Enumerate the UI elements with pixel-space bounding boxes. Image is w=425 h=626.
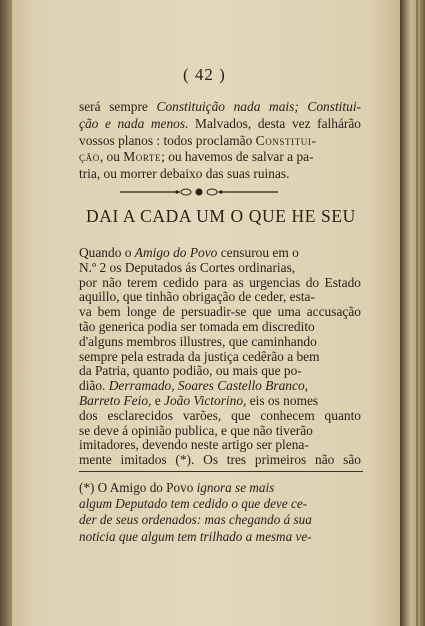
text-run: da Patria, quanto podião, ou mais que po-	[79, 363, 302, 379]
text-run: , ou	[99, 149, 124, 165]
body-line	[79, 409, 361, 422]
text-run: e	[151, 393, 165, 408]
text-run: mas chegando á sua	[204, 512, 312, 528]
text-run: por não terem cedido para as urgencias do Estado	[79, 274, 361, 290]
text-run: Quando o	[79, 245, 135, 260]
body-line	[79, 438, 309, 451]
top-line	[79, 167, 289, 180]
body-line	[79, 320, 315, 333]
text-run: João Victorino,	[164, 393, 247, 408]
text-run: N.º 2 os Deputados ás Cortes ordinarias,	[79, 259, 296, 275]
footnote-line	[79, 497, 307, 510]
binding-right-edge	[400, 0, 425, 626]
body-line	[79, 350, 320, 363]
text-run: eis os nomes	[246, 393, 319, 408]
text-run: mente imitados (*). Os tres primeiros não são	[79, 452, 361, 468]
text-run: ção	[79, 149, 100, 165]
text-run: va bem longe de persuadir-se que uma accusação	[79, 304, 361, 320]
footnote-rule	[79, 471, 363, 472]
body-line	[79, 335, 317, 348]
text-run: Constitui-	[255, 132, 317, 148]
body-line	[79, 453, 361, 466]
text-run: ; ou havemos de salvar a pa-	[161, 149, 314, 165]
text-run: tão generica podia ser tomada em discredito	[79, 319, 315, 334]
text-run: d'alguns membros illustres, que caminhando	[79, 333, 317, 349]
text-run: noticia que algum tem trilhado a mesma ve-	[79, 528, 312, 544]
text-run: dião.	[79, 378, 109, 394]
text-run: Morte	[123, 149, 162, 165]
text-run: será sempre	[79, 99, 157, 114]
top-line	[79, 134, 317, 147]
top-line	[79, 100, 361, 113]
body-line	[79, 261, 295, 274]
text-run: Amigo do Povo	[134, 245, 218, 260]
page-number: ( 42 )	[183, 65, 226, 84]
binding-left-edge	[0, 0, 12, 626]
body-line	[79, 305, 361, 318]
text-run: Barreto Feio,	[79, 393, 152, 408]
text-run: dos esclarecidos varões, que conhecem quanto	[79, 407, 361, 423]
text-run: aquillo, que tinhão obrigação de ceder, esta-	[79, 289, 315, 305]
text-run: sempre pela estrada da justiça cedêrão a bem	[79, 348, 320, 364]
body-line	[79, 290, 315, 303]
text-run: Constituição nada mais; Constitui-	[156, 99, 361, 114]
text-run: imitadores, devendo neste artigo ser plena-	[79, 437, 309, 453]
body-line	[79, 276, 361, 289]
text-run: algum Deputado tem cedido o que deve ce-	[79, 496, 308, 512]
body-line	[79, 364, 302, 377]
text-run: se deve á opinião publica, e que não tiverão	[79, 422, 313, 438]
top-line	[79, 150, 314, 163]
footnote-line	[79, 481, 274, 494]
text-run: ignora se mais	[196, 480, 275, 495]
text-run: tria, ou morrer debaixo das suas ruinas.	[79, 166, 290, 182]
section-heading: DAI A CADA UM O QUE HE SEU	[86, 206, 356, 226]
text-run: vossos planos : todos proclamão	[79, 132, 256, 148]
page-edge-line	[416, 0, 418, 626]
body-line	[79, 424, 313, 437]
text-run: Malvados, desta vez falhárão	[188, 115, 361, 131]
text-run: der de seus ordenados:	[79, 512, 205, 528]
body-line	[79, 246, 299, 259]
footnote-line	[79, 530, 312, 543]
ornamental-divider	[118, 186, 280, 198]
text-run: ção e nada menos.	[79, 115, 189, 131]
text-run: censurou em o	[217, 245, 299, 260]
text-run: (*) O Amigo do Povo	[79, 480, 197, 495]
body-line	[79, 379, 308, 392]
top-line	[79, 117, 361, 130]
footnote-line	[79, 513, 312, 526]
text-run: Derramado, Soares Castello Branco,	[108, 378, 308, 394]
body-line	[79, 394, 318, 407]
